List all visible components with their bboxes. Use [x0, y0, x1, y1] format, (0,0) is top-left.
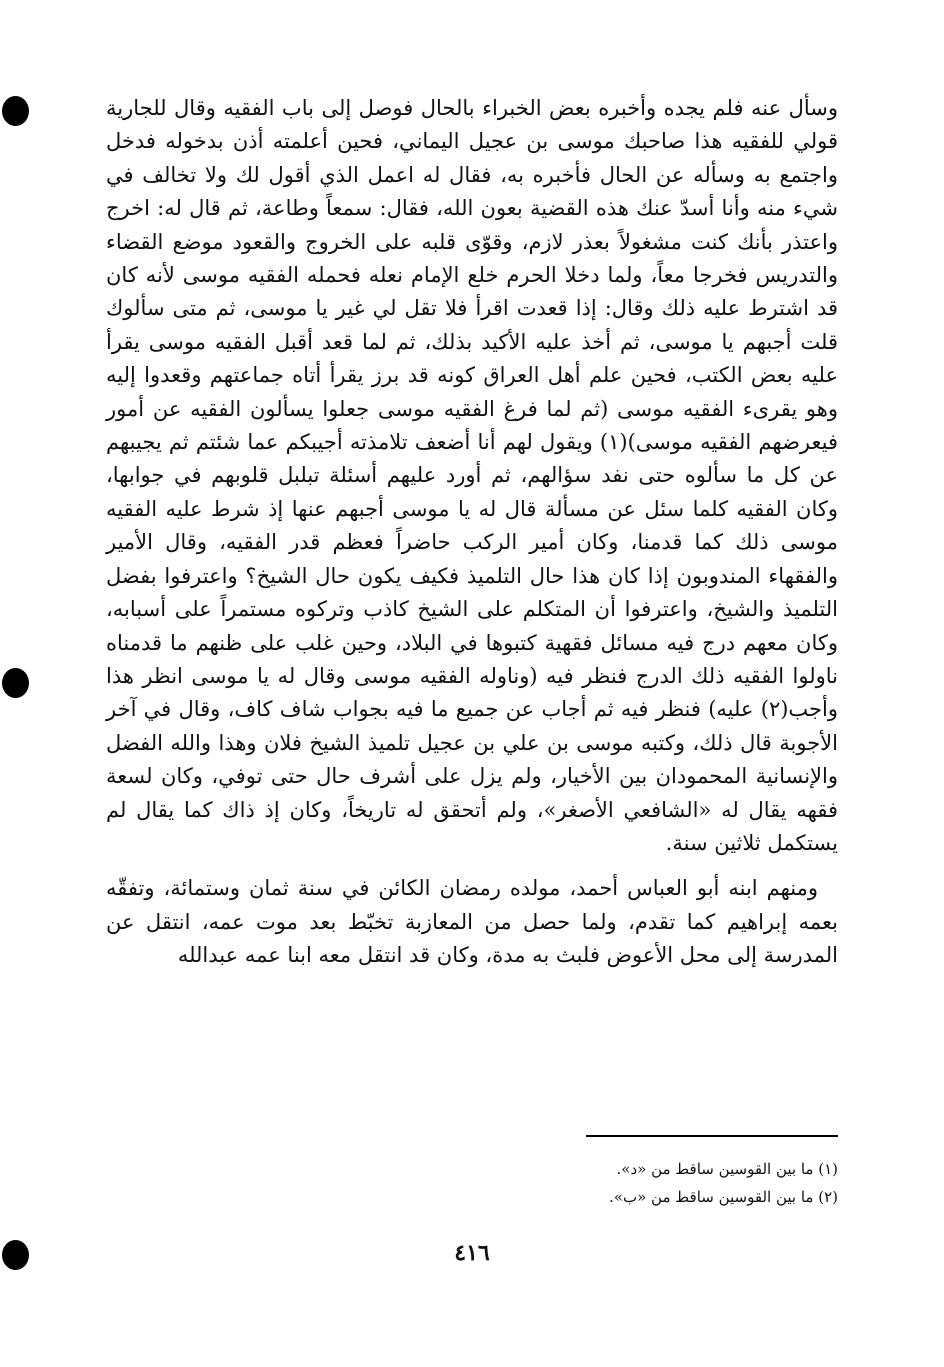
- paragraph-1: وسأل عنه فلم يجده وأخبره بعض الخبراء بالحال فوصل إلى باب الفقيه وقال للجارية قولي للفقيه هذا صاحبك موسى بن عجيل اليماني، فحين أعلمته أذن بدخوله فدخل واجتمع به وسأله عن الحال فأخبره به، فقال له اعمل الذي أقول لك ولا تخالف في شيء منه وأنا أسدّ عنك هذه القضية بعون الله، فقال: سمعاً وطاعة، ثم قال له: اخرج واعتذر بأنك كنت مشغولاً بعذر لازم، وقوّى قلبه على الخروج والقعود موضع القضاء والتدريس فخرجا معاً، ولما دخلا الحرم خلع الإمام نعله فحمله الفقيه موسى لأنه كان قد اشترط عليه ذلك وقال: إذا قعدت اقرأ فلا تقل لي غير يا موسى، ثم متى سألوك قلت أجبهم يا موسى، ثم أخذ عليه الأكيد بذلك، ثم لما قعد أقبل الفقيه موسى يقرأ عليه بعض الكتب، فحين علم أهل العراق كونه قد برز يقرأ أتاه جماعتهم وقعدوا إليه وهو يقرىء الفقيه موسى (ثم لما فرغ الفقيه موسى جعلوا يسألون الفقيه عن أمور فيعرضهم الفقيه موسى)(١) ويقول لهم أنا أضعف تلامذته أجيبكم عما شئتم ثم يجيبهم عن كل ما سألوه حتى نفد سؤالهم، ثم أورد عليهم أسئلة تبلبل قلوبهم في جوابها، وكان الفقيه كلما سئل عن مسألة قال له يا موسى أجبهم عنها إذ شرط عليه الفقيه موسى ذلك كما قدمنا، وكان أمير الركب حاضراً فعظم قدر الفقيه، وقال الأمير والفقهاء المندوبون إذا كان هذا حال التلميذ فكيف يكون حال الشيخ؟ واعترفوا بفضل التلميذ والشيخ، واعترفوا أن المتكلم على الشيخ كاذب وتركوه مستمراً على أسبابه، وكان معهم درج فيه مسائل فقهية كتبوها في البلاد، وحين غلب على ظنهم ما قدمناه ناولوا الفقيه ذلك الدرج فنظر فيه (وناوله الفقيه موسى وقال له يا موسى انظر هذا وأجب(٢) عليه) فنظر فيه ثم أجاب عن جميع ما فيه بجواب شاف كاف، وقال في آخر الأجوبة قال ذلك، وكتبه موسى بن علي بن عجيل تلميذ الشيخ فلان وهذا والله الفضل والإنسانية المحمودان بين الأخيار، ولم يزل على أشرف حال حتى توفي، وكان لسعة فقهه يقال له «الشافعي الأصغر»، ولم أتحقق له تاريخاً، وكان إذ ذاك كما يقال لم يستكمل ثلاثين سنة.: [106, 96, 838, 855]
- footnote-2: (٢) ما بين القوسين ساقط من «ب».: [609, 1188, 838, 1206]
- body-text: [106, 92, 838, 973]
- footnotes: [500, 1155, 838, 1211]
- punch-hole-top: [2, 96, 29, 126]
- footnote-divider: [586, 1135, 838, 1137]
- page-number: ٤١٦: [454, 1240, 490, 1266]
- footnote-1: (١) ما بين القوسين ساقط من «د».: [616, 1160, 838, 1178]
- punch-hole-middle: [2, 668, 29, 698]
- paragraph-2: ومنهم ابنه أبو العباس أحمد، مولده رمضان الكائن في سنة ثمان وستمائة، وتفقّه بعمه إبراهيم كما تقدم، ولما حصل من المعازبة تخبّط بعد موت عمه، انتقل عن المدرسة إلى محل الأعوض فلبث به مدة، وكان قد انتقل معه ابنا عمه عبدالله: [106, 876, 838, 968]
